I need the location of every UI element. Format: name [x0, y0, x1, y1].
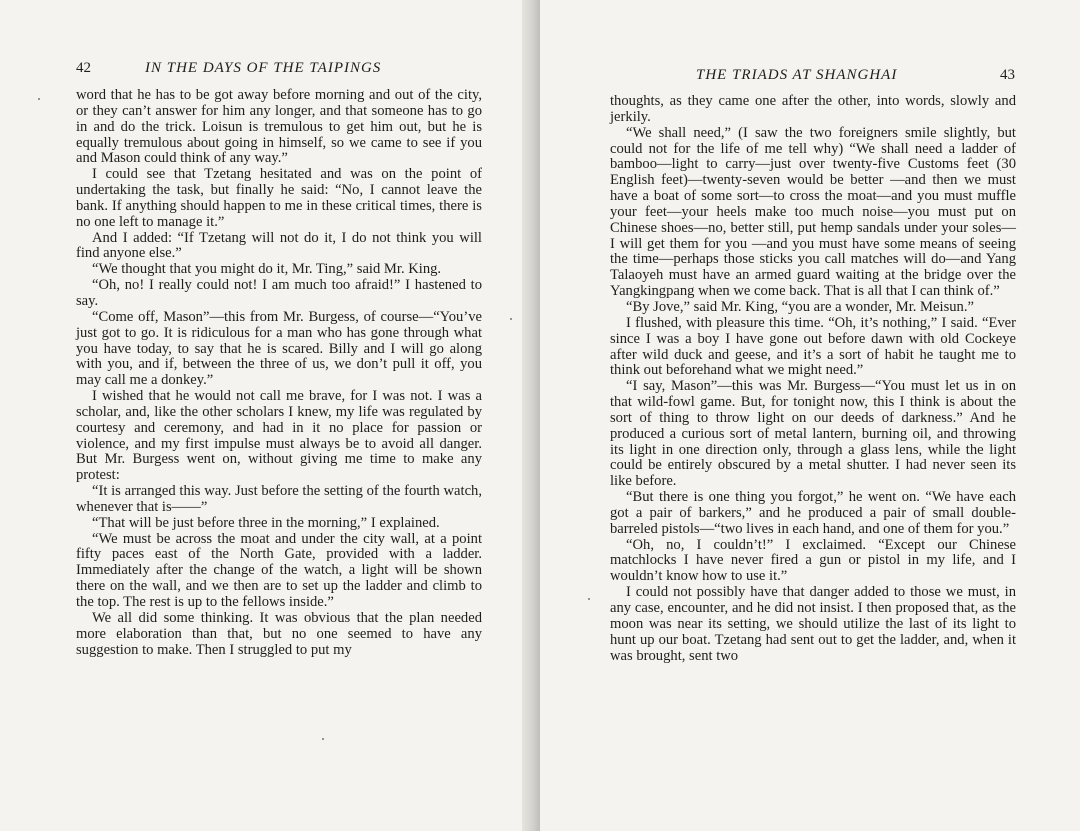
- paragraph: “But there is one thing you forgot,” he went on. “We have each got a pair of barkers,” and he produced a pair of small double-barreled pistols—“two lives in each hand, and one of them for you.”: [610, 489, 1016, 537]
- paragraph: “That will be just before three in the morning,” I explained.: [92, 514, 440, 531]
- paragraph: “We thought that you might do it, Mr. Ting,” said Mr. King.: [92, 261, 442, 278]
- paragraph: “I say, Mason”—this was Mr. Burgess—“You must let us in on that wild-fowl game. But, for tonight now, this I think is about the sort of thing to throw light on our deeds of darkness.” And he produced a curious sort of metal lantern, burning oil, and throwing its light in one direction only, through a glass lens, while the light could be entirely obscured by a metal shutter. I had never seen its like before.: [610, 378, 1016, 490]
- paragraph: “Come off, Mason”—this from Mr. Burgess, of course—“You’ve just got to go. It is ridiculous for a man who has gone through what you have today, to say that he is scared. Billy and I will go along with you, and if, between the three of us, we don’t pull it off, you may call me a donkey.”: [76, 308, 482, 389]
- left-page: [0, 0, 530, 831]
- paragraph: We all did some thinking. It was obvious that the plan needed more elaboration than that, but no one seemed to have any suggestion to make. Then I struggled to put my: [76, 609, 482, 658]
- paragraph: thoughts, as they came one after the other, into words, slowly and jerkily.: [610, 93, 1016, 125]
- scan-speck: [510, 318, 512, 320]
- paragraph: “It is arranged this way. Just before the setting of the fourth watch, whenever that is——”: [76, 483, 482, 515]
- right-folio: 43: [1000, 67, 1015, 83]
- paragraph: “We shall need,” (I saw the two foreigners smile slightly, but could not for the life of me tell why) “We shall need a ladder of bamboo—light to carry—just over twenty-five Customs feet (30 English feet)—twenty-seven would be better —and then we must have a boat of some sort—to cross the moat—and you must muffle your feet—your heels make too much noise—you must put on Chinese shoes—no, better still, put hemp sandals under your soles—I will get them for you —and you must have some means of seeing the time—perhaps those sticks you call matches will do—and Yang Talaoyeh must have an armed guard waiting at the bridge over the Yangkingpang when we come back. That is all that I can think of.”: [610, 124, 1016, 300]
- paragraph: “By Jove,” said Mr. King, “you are a wonder, Mr. Meisun.”: [626, 298, 974, 315]
- paragraph: I could see that Tzetang hesitated and was on the point of undertaking the task, but finally he said: “No, I cannot leave the bank. If anything should happen to me in these critical times, there is no one left to manage it.”: [76, 166, 482, 230]
- paragraph: “We must be across the moat and under the city wall, at a point fifty paces east of the North Gate, provided with a ladder. Immediately after the change of the watch, a light will be shown there on the wall, and we then are to set up the ladder and climb to the top. The rest is up to the fellows inside.”: [76, 530, 482, 610]
- scan-speck: [588, 598, 590, 600]
- paragraph: And I added: “If Tzetang will not do it, I do not think you will find anyone else.”: [76, 229, 482, 262]
- left-body-text: [76, 88, 482, 658]
- paragraph: I flushed, with pleasure this time. “Oh, it’s nothing,” I said. “Ever since I was a boy I have gone out before dawn with old Cockeye after wild duck and geese, and it’s a sort of habit he taught me to think out beforehand what we might need.”: [610, 314, 1016, 379]
- paragraph: word that he has to be got away before morning and out of the city, or they can’t answer for him any longer, and that someone has to go in and do the trick. Loisun is tremulous to get him out, but he is equally tremulous about going in himself, so we came to see if you and Mason could think of any way.”: [76, 87, 482, 167]
- scan-speck: [38, 98, 40, 100]
- left-folio: 42: [76, 60, 91, 76]
- scan-speck: [322, 738, 324, 740]
- paragraph: “Oh, no! I really could not! I am much too afraid!” I hastened to say.: [76, 277, 482, 309]
- paragraph: “Oh, no, I couldn’t!” I exclaimed. “Except our Chinese matchlocks I have never fired a gun or pistol in my life, and I wouldn’t know how to use it.”: [610, 536, 1016, 585]
- paragraph: I could not possibly have that danger added to those we must, in any case, encounter, and he did not insist. I then proposed that, as the moon was near its setting, we should utilize the last of its light to hunt up our boat. Tzetang had sent out to get the ladder, and, when it was brought, sent two: [610, 584, 1016, 664]
- right-body-text: [610, 94, 1016, 664]
- right-page: [540, 0, 1080, 831]
- right-running-head: THE TRIADS AT SHANGHAI: [696, 67, 898, 83]
- paragraph: I wished that he would not call me brave, for I was not. I was a scholar, and, like the other scholars I knew, my life was regulated by courtesy and ceremony, and had in it no place for passion or violence, and my first impulse must always be to avoid all danger. But Mr. Burgess went on, without giving me time to make any protest:: [76, 388, 482, 484]
- left-running-head: IN THE DAYS OF THE TAIPINGS: [145, 60, 382, 76]
